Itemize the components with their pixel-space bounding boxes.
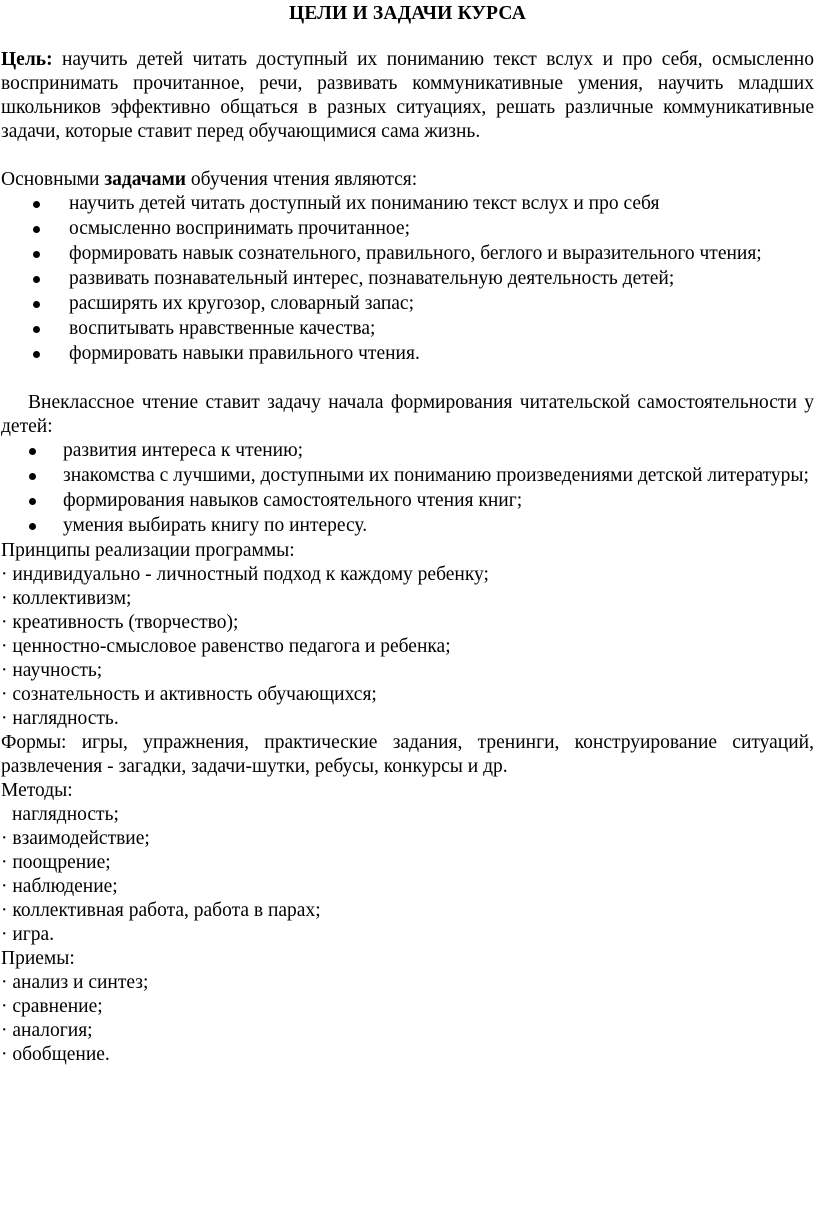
list-item: наглядность; [12,804,119,825]
list-item-text: осмысленно воспринимать прочитанное; [69,218,410,239]
page-title: ЦЕЛИ И ЗАДАЧИ КУРСА [288,3,526,24]
list-item-text: формирования навыков самостоятельного чтения книг; [63,490,523,511]
techniques-list [1,971,814,1067]
list-item: · наглядность. [1,708,119,729]
list-item: · сравнение; [1,996,103,1017]
forms-paragraph: Формы: игры, упражнения, практические задания, тренинги, конструирование ситуаций, развлечения - загадки, задачи-шутки, ребусы, конкурсы и др. [1,732,814,777]
list-item [1,489,814,513]
list-item [1,514,814,538]
list-item: · обобщение. [1,1044,110,1065]
tasks-intro [1,168,814,192]
list-item [1,292,814,316]
methods-list [1,803,814,947]
bullet-icon [33,226,40,233]
list-item [1,342,814,366]
bullet-icon [33,351,40,358]
list-item: · коллективизм; [1,588,132,609]
list-item: · аналогия; [1,1020,93,1041]
list-item-text: умения выбирать книгу по интересу. [63,515,368,536]
bullet-icon [33,326,40,333]
list-item [1,217,814,241]
list-item [1,242,814,266]
list-item [1,317,814,341]
list-item [1,192,814,216]
extracurricular-list [1,439,814,538]
list-item-text: развивать познавательный интерес, познавательную деятельность детей; [69,268,675,289]
principles-heading: Принципы реализации программы: [1,540,295,561]
bullet-icon [33,276,40,283]
tasks-intro-before: Основными [1,169,105,190]
bullet-icon [29,473,36,480]
extracurricular-intro: Внеклассное чтение ставит задачу начала формирования читательской самостоятельности у детей: [1,392,814,437]
spacer [1,144,814,168]
list-item-text: знакомства с лучшими, доступными их пониманию произведениями детской литературы; [63,465,809,486]
list-item-text: формировать навыки правильного чтения. [69,343,420,364]
list-item [1,439,814,463]
tasks-intro-after: обучения чтения являются: [186,169,418,190]
bullet-icon [29,448,36,455]
list-item [1,464,814,488]
list-item: · индивидуально - личностный подход к каждому ребенку; [1,564,489,585]
list-item-text: развития интереса к чтению; [63,440,304,461]
list-item: · взаимодействие; [1,828,150,849]
tasks-list [1,192,814,366]
list-item: · игра. [1,924,55,945]
tasks-intro-bold: задачами [104,169,187,190]
goal-paragraph [1,48,814,144]
goal-label: Цель: [1,49,53,70]
list-item [1,267,814,291]
list-item: · сознательность и активность обучающихся; [1,684,377,705]
spacer [1,367,814,391]
list-item: · анализ и синтез; [1,972,149,993]
list-item-text: воспитывать нравственные качества; [69,318,376,339]
bullet-icon [33,301,40,308]
list-item: · ценностно-смысловое равенство педагога и ребенка; [1,636,451,657]
list-item: · коллективная работа, работа в парах; [1,900,321,921]
methods-heading: Методы: [1,780,73,801]
list-item-text: научить детей читать доступный их пониманию текст вслух и про себя [69,193,660,214]
techniques-heading: Приемы: [1,948,75,969]
list-item: · поощрение; [1,852,111,873]
bullet-icon [29,498,36,505]
principles-list [1,563,814,731]
bullet-icon [29,523,36,530]
list-item: · наблюдение; [1,876,118,897]
goal-text: научить детей читать доступный их пониманию текст вслух и про себя, осмысленно воспринимать прочитанное, речи, развивать коммуникативные умения, научить младших школьников эффективно общаться в разных ситуациях, решать различные коммуникативные задачи, которые ставит перед обучающимися сама жизнь. [1,49,814,142]
bullet-icon [33,201,40,208]
list-item: · креативность (творчество); [1,612,239,633]
list-item-text: расширять их кругозор, словарный запас; [69,293,415,314]
list-item-text: формировать навык сознательного, правильного, беглого и выразительного чтения; [69,243,762,264]
list-item: · научность; [1,660,103,681]
bullet-icon [33,251,40,258]
